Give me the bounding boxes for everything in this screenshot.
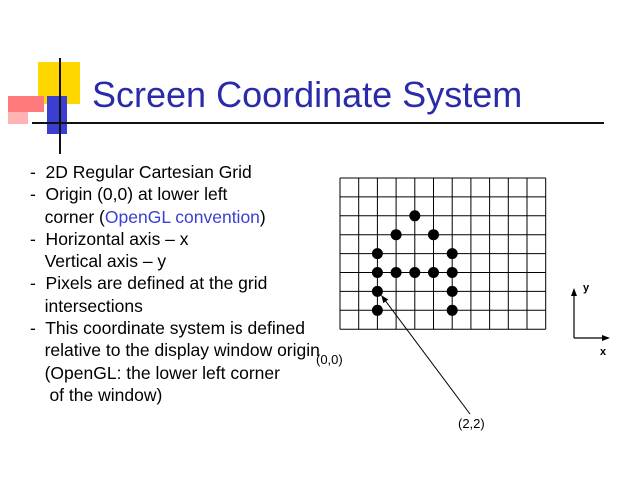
bullet-line: - Origin (0,0) at lower left bbox=[30, 184, 228, 205]
bullet-line: - Horizontal axis – x bbox=[30, 228, 189, 249]
pixel-point bbox=[372, 305, 383, 316]
opengl-convention-text: OpenGL convention bbox=[104, 206, 260, 227]
bullet-text: ) bbox=[259, 206, 266, 227]
slide-title: Screen Coordinate System bbox=[92, 74, 523, 115]
pixel-point bbox=[372, 248, 383, 259]
pixel-point bbox=[409, 267, 420, 278]
pixel-point bbox=[428, 229, 439, 240]
mini-axes bbox=[571, 288, 610, 341]
bullet-line: Vertical axis – y bbox=[30, 251, 167, 272]
bullet-line: - This coordinate system is defined bbox=[30, 318, 305, 339]
pixel-point bbox=[447, 286, 458, 297]
pixel-point bbox=[409, 210, 420, 221]
bullet-line: of the window) bbox=[30, 384, 163, 405]
pixel-point bbox=[391, 229, 402, 240]
pointer-arrowhead bbox=[381, 295, 388, 303]
pixel-point bbox=[372, 267, 383, 278]
bullet-line: - Pixels are defined at the grid bbox=[30, 273, 268, 294]
bullet-line: (OpenGL: the lower left corner bbox=[30, 362, 280, 383]
bullet-text: corner ( bbox=[30, 206, 105, 227]
point-label: (2,2) bbox=[458, 416, 485, 431]
pixel-point bbox=[428, 267, 439, 278]
x-axis-label: x bbox=[600, 346, 607, 358]
bullet-line: intersections bbox=[30, 295, 143, 316]
mini-y-arrowhead bbox=[571, 288, 577, 296]
pixel-point bbox=[447, 248, 458, 259]
mini-x-arrowhead bbox=[602, 335, 610, 341]
bullet-line: relative to the display window origin bbox=[30, 340, 320, 361]
y-axis-label: y bbox=[583, 282, 590, 294]
origin-label: (0,0) bbox=[316, 352, 343, 367]
grid-lines bbox=[340, 178, 546, 329]
pixel-point bbox=[447, 267, 458, 278]
pixel-point bbox=[447, 305, 458, 316]
bullet-line: - 2D Regular Cartesian Grid bbox=[30, 162, 252, 182]
pixel-point bbox=[372, 286, 383, 297]
pixel-point bbox=[391, 267, 402, 278]
